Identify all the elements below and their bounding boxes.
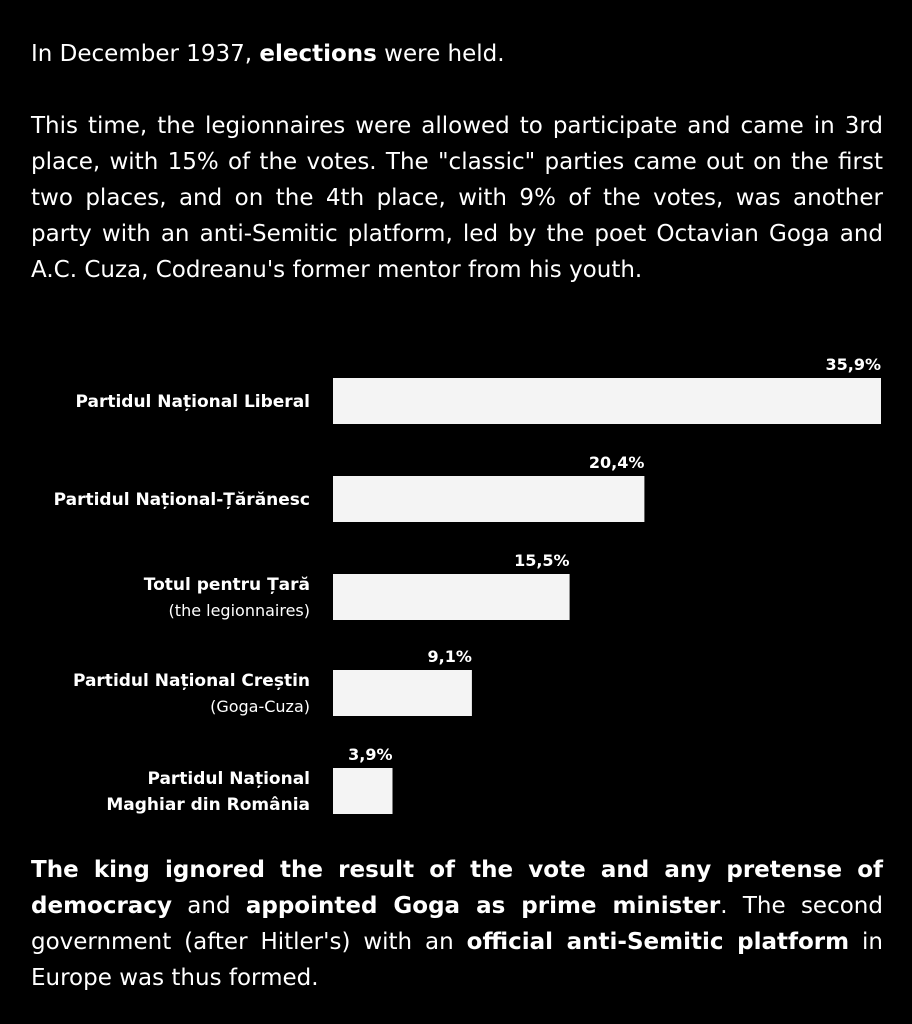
bar-value-label-4: 9,1% [427,647,472,666]
bar-value-label-5: 3,9% [348,745,393,764]
outro-text-2: . The second government (after Hitler's) with an [31,893,883,955]
bar-value-label-2: 20,4% [588,453,645,472]
outro-text [31,852,883,996]
outro-paragraph [31,852,883,996]
category-label-4-sub: (Goga-Cuza) [210,697,310,716]
bar-2 [333,476,644,522]
bar-1 [333,378,881,424]
intro-p1-bold: elections [259,41,377,67]
election-results-chart [0,340,912,830]
bar-3 [333,574,570,620]
intro-paragraph-2: This time, the legionnaires were allowed to participate and came in 3rd place, with 15% of the votes. The "classic" parties came out on the first two places, and on the 4th place, with 9% of the votes, was another party with an anti-Semitic platform, led by the poet Octavian Goga and A.C. Cuza, Codreanu's former mentor from his youth. [31,113,883,283]
outro-text-3: in Europe was thus formed. [31,929,883,991]
category-label-5-name: Partidul Național [147,769,310,789]
bar-5 [333,768,393,814]
intro-p1-start: In December 1937, [31,41,260,67]
category-label-3-sub: (the legionnaires) [168,601,310,620]
outro-bold-1: The king ignored the result of the vote and any pretense of democracy [31,857,883,919]
category-label-3-name: Totul pentru Țară [143,575,310,595]
category-label-4-name: Partidul Național Creștin [72,671,310,691]
category-label-5-name2: Maghiar din România [106,795,310,815]
outro-bold-2: appointed Goga as prime minister [245,893,721,919]
bar-value-label-3: 15,5% [514,551,570,570]
intro-p1-end: were held. [376,41,505,67]
bar-value-label-1: 35,9% [825,355,881,374]
outro-bold-3: official anti-Semitic platform [466,929,850,955]
bar-4 [333,670,472,716]
intro-text [31,36,883,288]
outro-text-1: and [171,893,246,919]
category-label-2-name: Partidul Național-Țărănesc [53,490,310,510]
category-label-1-name: Partidul Național Liberal [75,392,310,412]
intro-paragraph-1 [31,36,883,72]
